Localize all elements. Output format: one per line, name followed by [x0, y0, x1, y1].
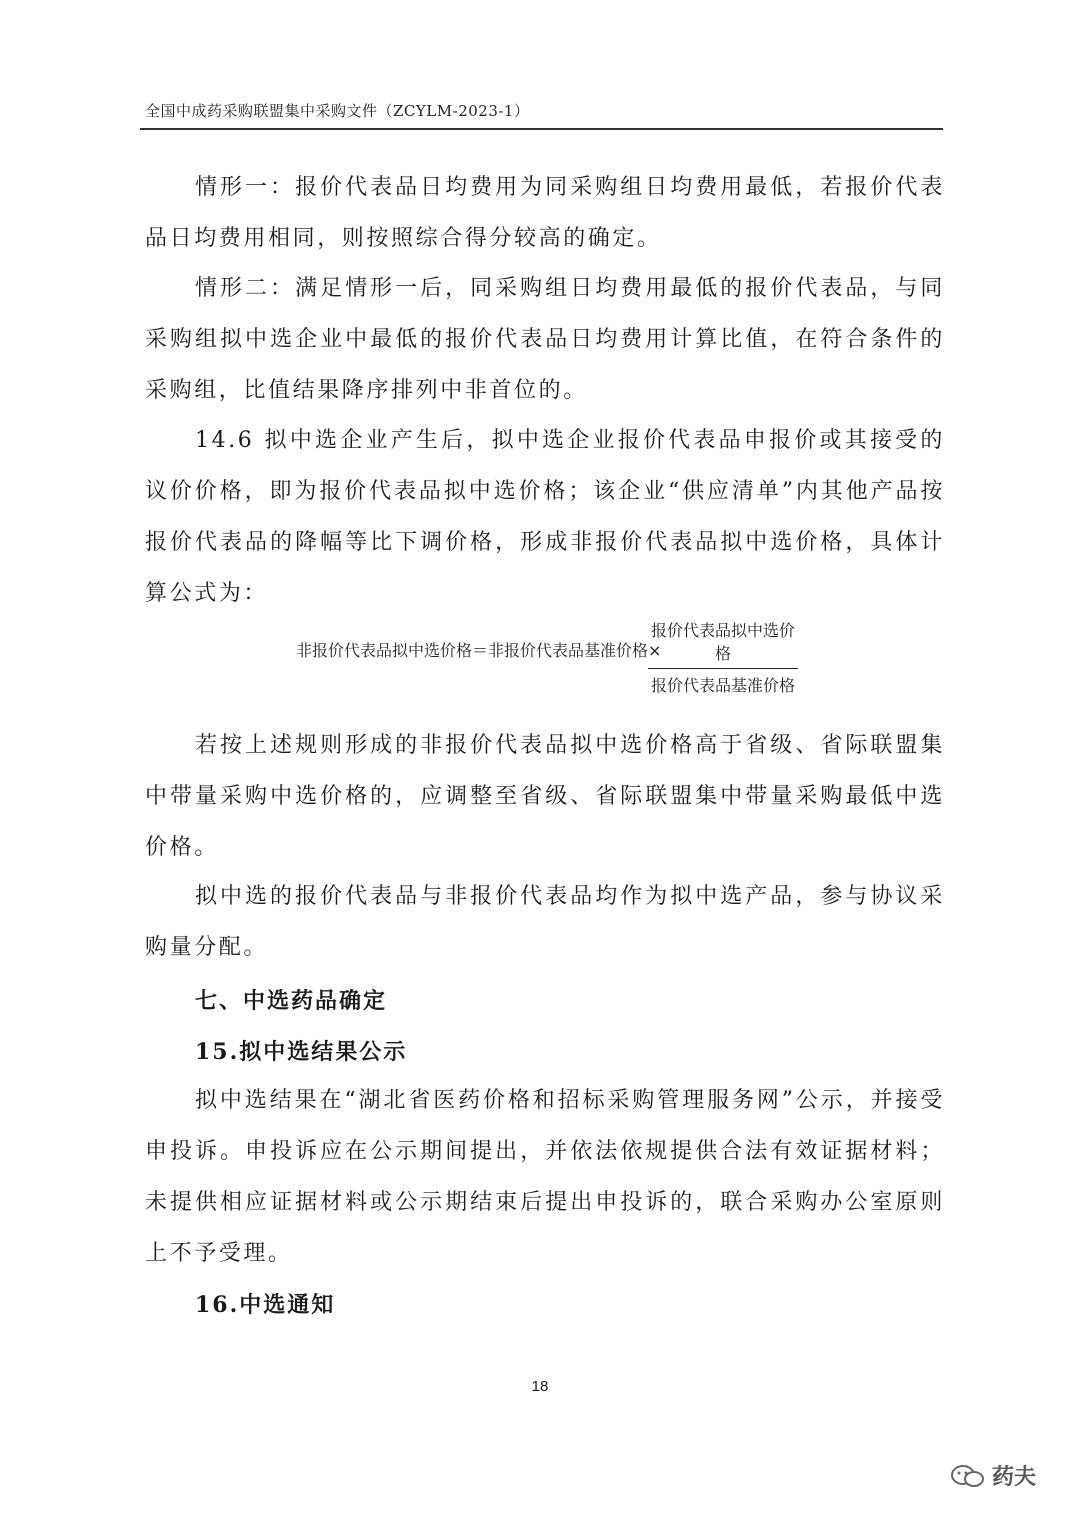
document-header: 全国中成药采购联盟集中采购文件（ZCYLM-2023-1） [145, 102, 530, 120]
price-formula [296, 618, 816, 695]
item-heading-15: 15.拟中选结果公示 [195, 1039, 408, 1065]
section-heading-7: 七、中选药品确定 [195, 989, 388, 1014]
formula-denominator: 报价代表品基准价格 [650, 676, 795, 695]
item-heading-16: 16.中选通知 [195, 1292, 336, 1318]
watermark-text: 药夫 [992, 1465, 1037, 1490]
page-number: 18 [531, 1378, 549, 1395]
header-divider [140, 128, 943, 130]
wechat-icon [950, 1464, 986, 1488]
paragraph-case-two: 情形二：满足情形一后，同采购组日均费用最低的报价代表品，与同采购组拟中选企业中最低的报价代表品日均费用计算比值，在符合条件的采购组，比值结果降序排列中非首位的。 [145, 276, 945, 403]
formula-numerator: 报价代表品拟中选价格 [648, 618, 798, 669]
formula-fraction [648, 618, 798, 696]
paragraph-publicity: 拟中选结果在“湖北省医药价格和招标采购管理服务网”公示，并接受申投诉。申投诉应在公示期间提出，并依法依规提供合法有效证据材料；未提供相应证据材料或公示期结束后提出申投诉的，联合采购办公室原则上不予受理。 [145, 1088, 945, 1266]
watermark [950, 1460, 1036, 1491]
paragraph-14-6: 14.6 拟中选企业产生后，拟中选企业报价代表品申报价或其接受的议价价格，即为报价代表品拟中选价格；该企业“供应清单”内其他产品按报价代表品的降幅等比下调价格，形成非报价代表品拟中选价格，具体计算公式为： [145, 428, 945, 606]
paragraph-price-adjustment: 若按上述规则形成的非报价代表品拟中选价格高于省级、省际联盟集中带量采购中选价格的，应调整至省级、省际联盟集中带量采购最低中选价格。 [145, 733, 945, 860]
paragraph-case-one: 情形一：报价代表品日均费用为同采购组日均费用最低，若报价代表品日均费用相同，则按照综合得分较高的确定。 [145, 175, 945, 251]
formula-lhs: 非报价代表品拟中选价格＝非报价代表品基准价格× [296, 641, 662, 660]
paragraph-allocation: 拟中选的报价代表品与非报价代表品均作为拟中选产品，参与协议采购量分配。 [145, 884, 945, 960]
